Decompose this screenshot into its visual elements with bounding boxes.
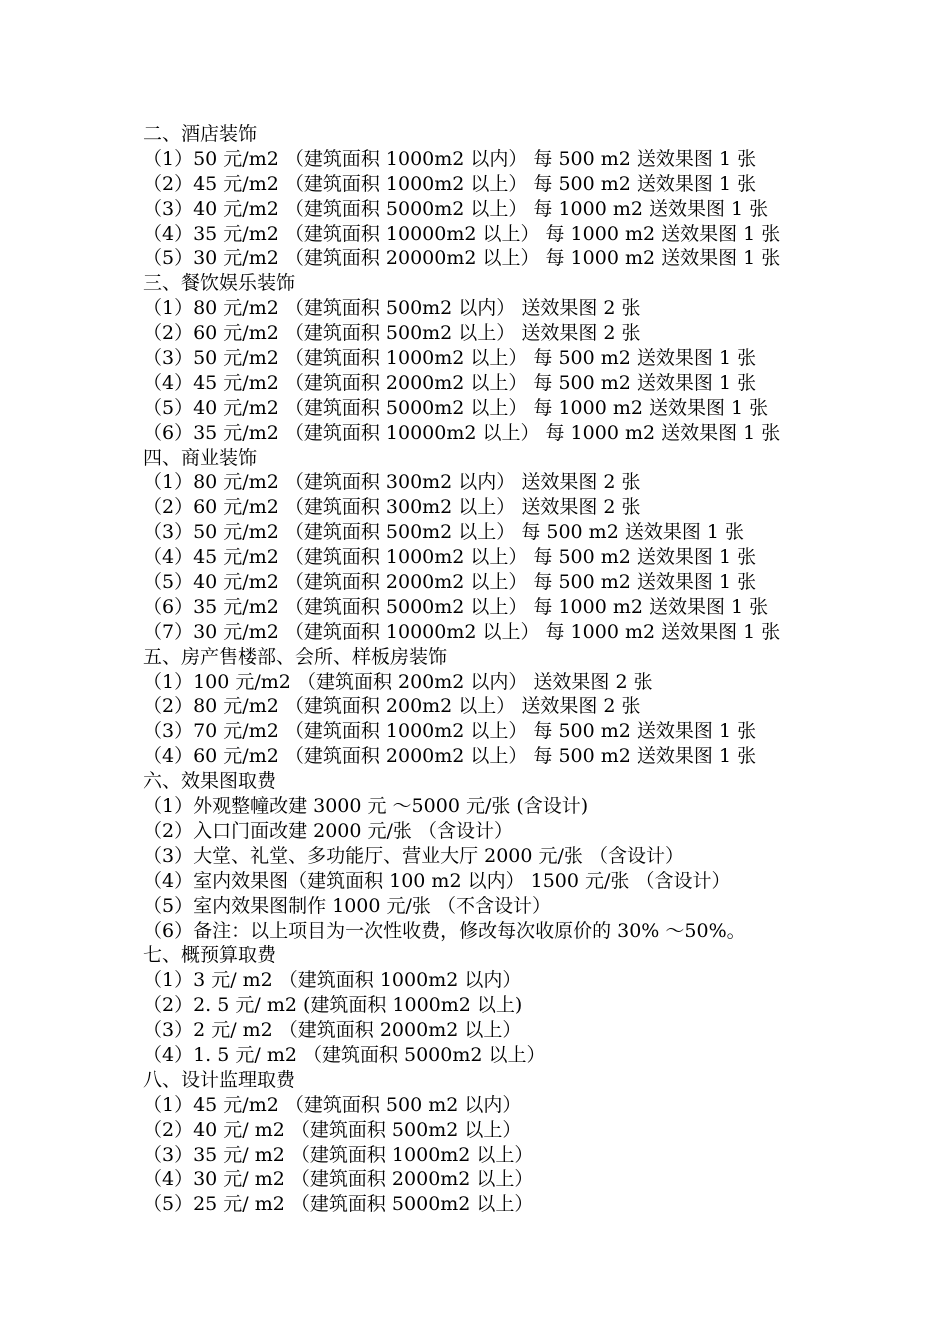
- list-item: （4）45 元/m2 （建筑面积 1000m2 以上） 每 500 m2 送效果图 1 张: [143, 546, 757, 569]
- list-item: （1）3 元/ m2 （建筑面积 1000m2 以内）: [143, 969, 522, 992]
- section-heading-hotel: 二、酒店装饰: [143, 123, 258, 145]
- list-item: （4）45 元/m2 （建筑面积 2000m2 以上） 每 500 m2 送效果图 1 张: [143, 371, 757, 394]
- section-heading-commercial: 四、商业装饰: [143, 446, 258, 469]
- section-heading-dining: 三、餐饮娱乐装饰: [143, 272, 296, 295]
- section-heading-supervision: 八、设计监理取费: [143, 1068, 296, 1091]
- list-item-note: （6）备注：以上项目为一次性收费，修改每次收原价的 30% ～50%。: [143, 919, 746, 942]
- list-item: （4）60 元/m2 （建筑面积 2000m2 以上） 每 500 m2 送效果图 1 张: [143, 745, 757, 768]
- list-item: （5）25 元/ m2 （建筑面积 5000m2 以上）: [143, 1193, 534, 1216]
- list-item: （3）2 元/ m2 （建筑面积 2000m2 以上）: [143, 1019, 522, 1042]
- list-item: （1）80 元/m2 （建筑面积 500m2 以内） 送效果图 2 张: [143, 297, 641, 320]
- list-item: （4）1. 5 元/ m2 （建筑面积 5000m2 以上）: [143, 1043, 546, 1066]
- list-item: （3）50 元/m2 （建筑面积 500m2 以上） 每 500 m2 送效果图 1 张: [143, 521, 744, 544]
- list-item: （6）35 元/m2 （建筑面积 10000m2 以上） 每 1000 m2 送效果图 1 张: [143, 421, 781, 444]
- list-item: （4）室内效果图（建筑面积 100 m2 以内） 1500 元/张 （含设计）: [143, 869, 731, 892]
- list-item: （1）80 元/m2 （建筑面积 300m2 以内） 送效果图 2 张: [143, 471, 641, 494]
- section-heading-budget: 七、概预算取费: [143, 944, 277, 967]
- list-item: （4）30 元/ m2 （建筑面积 2000m2 以上）: [143, 1168, 534, 1191]
- list-item: （5）30 元/m2 （建筑面积 20000m2 以上） 每 1000 m2 送效果图 1 张: [143, 247, 781, 270]
- list-item: （2）45 元/m2 （建筑面积 1000m2 以上） 每 500 m2 送效果图 1 张: [143, 172, 757, 195]
- list-item: （3）50 元/m2 （建筑面积 1000m2 以上） 每 500 m2 送效果图 1 张: [143, 347, 757, 370]
- list-item: （2）2. 5 元/ m2 (建筑面积 1000m2 以上): [143, 994, 523, 1017]
- list-item: （2）60 元/m2 （建筑面积 300m2 以上） 送效果图 2 张: [143, 496, 641, 519]
- list-item: （1）外观整幢改建 3000 元 ～5000 元/张 (含设计): [143, 795, 589, 818]
- list-item: （7）30 元/m2 （建筑面积 10000m2 以上） 每 1000 m2 送效果图 1 张: [143, 620, 781, 643]
- list-item: （1）100 元/m2 （建筑面积 200m2 以内） 送效果图 2 张: [143, 670, 653, 693]
- list-item: （2）60 元/m2 （建筑面积 500m2 以上） 送效果图 2 张: [143, 322, 641, 345]
- list-item: （4）35 元/m2 （建筑面积 10000m2 以上） 每 1000 m2 送效果图 1 张: [143, 222, 781, 245]
- list-item: （5）40 元/m2 （建筑面积 2000m2 以上） 每 500 m2 送效果图 1 张: [143, 571, 757, 594]
- list-item: （5）40 元/m2 （建筑面积 5000m2 以上） 每 1000 m2 送效果图 1 张: [143, 396, 769, 419]
- list-item: （3）大堂、礼堂、多功能厅、营业大厅 2000 元/张 （含设计）: [143, 844, 684, 867]
- list-item: （2）入口门面改建 2000 元/张 （含设计）: [143, 819, 513, 842]
- list-item: （5）室内效果图制作 1000 元/张 （不含设计）: [143, 894, 551, 917]
- section-heading-sales-office: 五、房产售楼部、会所、样板房装饰: [143, 645, 448, 668]
- list-item: （2）40 元/ m2 （建筑面积 500m2 以上）: [143, 1118, 522, 1141]
- list-item: （3）35 元/ m2 （建筑面积 1000m2 以上）: [143, 1143, 534, 1166]
- list-item: （3）70 元/m2 （建筑面积 1000m2 以上） 每 500 m2 送效果图 1 张: [143, 720, 757, 743]
- list-item: （1）50 元/m2 （建筑面积 1000m2 以内） 每 500 m2 送效果图 1 张: [143, 147, 757, 170]
- list-item: （3）40 元/m2 （建筑面积 5000m2 以上） 每 1000 m2 送效果图 1 张: [143, 197, 769, 220]
- document-page: [143, 122, 943, 1217]
- section-heading-renderings: 六、效果图取费: [143, 770, 277, 793]
- list-item: （2）80 元/m2 （建筑面积 200m2 以上） 送效果图 2 张: [143, 695, 641, 718]
- list-item: （6）35 元/m2 （建筑面积 5000m2 以上） 每 1000 m2 送效果图 1 张: [143, 595, 769, 618]
- list-item: （1）45 元/m2 （建筑面积 500 m2 以内）: [143, 1093, 522, 1116]
